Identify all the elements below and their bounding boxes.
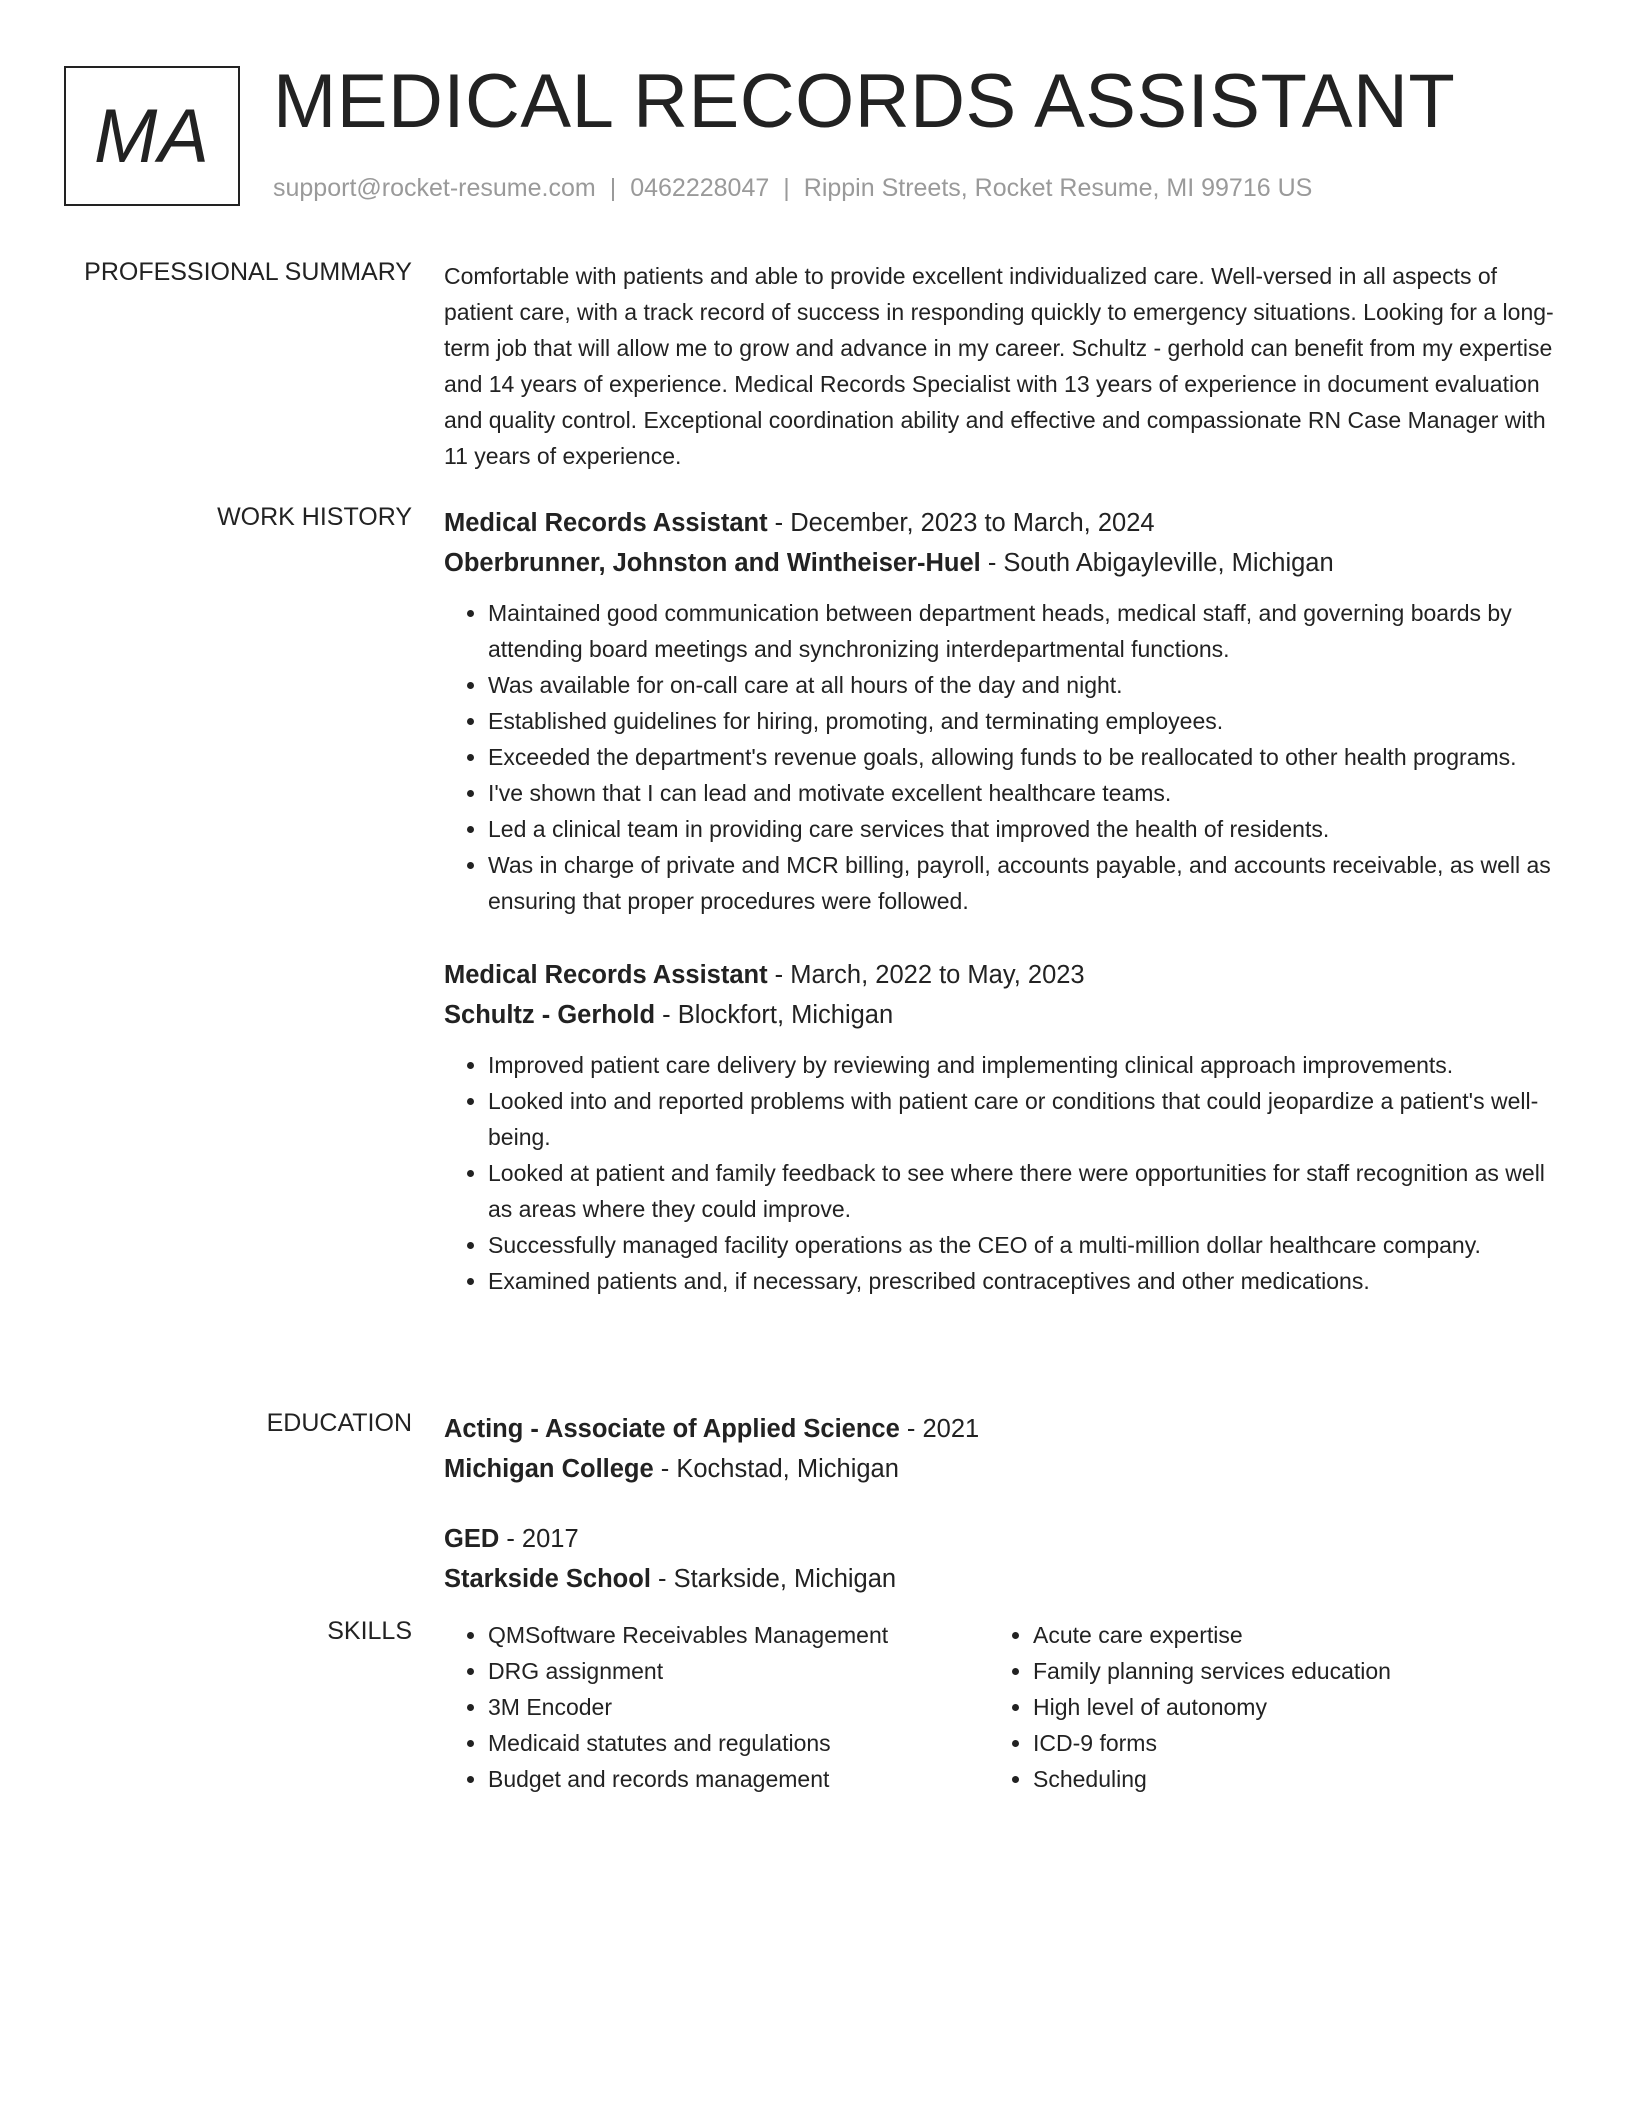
summary-text: Comfortable with patients and able to provide excellent individualized care. Well-versed in all aspects of patient care, with a track record of success in responding quickly to emergency situations. Looking for a long-term job that will allow me to grow and advance in my career. Schultz - gerhold can benefit from my expertise and 14 years of experience. Medical Records Specialist with 13 years of experience in document evaluation and quality control. Exceptional coordination ability and effective and compassionate RN Case Manager with 11 years of experience. xyxy=(444,263,1554,469)
job-dates: - March, 2022 to May, 2023 xyxy=(767,961,1085,989)
job-company-line xyxy=(444,995,1556,1035)
education-entry xyxy=(444,1519,1556,1599)
job-entry xyxy=(444,503,1556,919)
school-name: Michigan College xyxy=(444,1455,654,1483)
skill-item: • Scheduling xyxy=(1033,1761,1534,1797)
job-bullets xyxy=(444,595,1556,919)
skill-item: • QMSoftware Receivables Management xyxy=(488,1617,989,1653)
job-title-line xyxy=(444,955,1556,995)
contact-address: Rippin Streets, Rocket Resume, MI 99716 US xyxy=(803,174,1313,202)
contact-line xyxy=(273,174,1312,203)
skills-column-left xyxy=(444,1617,989,1797)
list-item: • Maintained good communication between department heads, medical staff, and governing boards by attending board meetings and synchronizing interdepartmental functions. xyxy=(488,595,1556,667)
job-company: Oberbrunner, Johnston and Wintheiser-Huel xyxy=(444,549,981,577)
skills-heading: SKILLS xyxy=(327,1617,412,1645)
list-item: • Examined patients and, if necessary, prescribed contraceptives and other medications. xyxy=(488,1263,1556,1299)
list-item: • Was in charge of private and MCR billing, payroll, accounts payable, and accounts receivable, as well as ensuring that proper procedures were followed. xyxy=(488,847,1556,919)
education-heading: EDUCATION xyxy=(266,1409,412,1437)
job-title-line xyxy=(444,503,1556,543)
contact-phone[interactable]: 0462228047 xyxy=(630,174,770,202)
resume-title: MEDICAL RECORDS ASSISTANT xyxy=(273,59,1456,144)
skill-item: • Acute care expertise xyxy=(1033,1617,1534,1653)
skill-item: • DRG assignment xyxy=(488,1653,989,1689)
skills-list xyxy=(989,1617,1534,1797)
skill-item: • Budget and records management xyxy=(488,1761,989,1797)
job-company: Schultz - Gerhold xyxy=(444,1001,656,1029)
contact-separator: | xyxy=(783,174,790,202)
job-location: - Blockfort, Michigan xyxy=(655,1001,894,1029)
degree-line xyxy=(444,1519,1556,1559)
degree-year: - 2017 xyxy=(499,1525,579,1553)
summary-heading: PROFESSIONAL SUMMARY xyxy=(84,258,412,286)
work-history-heading: WORK HISTORY xyxy=(217,503,412,531)
monogram-initials: MA xyxy=(94,93,210,179)
list-item: • Established guidelines for hiring, promoting, and terminating employees. xyxy=(488,703,1556,739)
skills-columns xyxy=(444,1617,1556,1797)
job-title: Medical Records Assistant xyxy=(444,509,768,537)
skill-item: • Family planning services education xyxy=(1033,1653,1534,1689)
list-item: • Exceeded the department's revenue goals, allowing funds to be reallocated to other health programs. xyxy=(488,739,1556,775)
monogram-badge xyxy=(64,66,240,206)
job-entry xyxy=(444,955,1556,1299)
school-line xyxy=(444,1559,1556,1599)
skill-item: • Medicaid statutes and regulations xyxy=(488,1725,989,1761)
skill-item: • High level of autonomy xyxy=(1033,1689,1534,1725)
skills-column-right xyxy=(989,1617,1534,1797)
school-line xyxy=(444,1449,1556,1489)
school-location: - Starkside, Michigan xyxy=(650,1565,897,1593)
education-entry xyxy=(444,1409,1556,1489)
school-location: - Kochstad, Michigan xyxy=(653,1455,899,1483)
skills-list xyxy=(444,1617,989,1797)
job-company-line xyxy=(444,543,1556,583)
list-item: • Successfully managed facility operations as the CEO of a multi-million dollar healthcare company. xyxy=(488,1227,1556,1263)
contact-email[interactable]: support@rocket-resume.com xyxy=(273,174,596,202)
list-item: • Led a clinical team in providing care services that improved the health of residents. xyxy=(488,811,1556,847)
job-bullets xyxy=(444,1047,1556,1299)
list-item: • Looked into and reported problems with patient care or conditions that could jeopardize a patient's well-being. xyxy=(488,1083,1556,1155)
degree-name: GED xyxy=(444,1525,500,1553)
job-title: Medical Records Assistant xyxy=(444,961,768,989)
skill-item: • 3M Encoder xyxy=(488,1689,989,1725)
degree-name: Acting - Associate of Applied Science xyxy=(444,1415,900,1443)
skill-item: • ICD-9 forms xyxy=(1033,1725,1534,1761)
contact-separator: | xyxy=(609,174,617,202)
list-item: • I've shown that I can lead and motivate excellent healthcare teams. xyxy=(488,775,1556,811)
job-dates: - December, 2023 to March, 2024 xyxy=(767,509,1155,537)
list-item: • Looked at patient and family feedback to see where there were opportunities for staff recognition as well as areas where they could improve. xyxy=(488,1155,1556,1227)
list-item: • Was available for on-call care at all hours of the day and night. xyxy=(488,667,1556,703)
job-location: - South Abigayleville, Michigan xyxy=(980,549,1334,577)
school-name: Starkside School xyxy=(444,1565,651,1593)
degree-line xyxy=(444,1409,1556,1449)
list-item: • Improved patient care delivery by reviewing and implementing clinical approach improvements. xyxy=(488,1047,1556,1083)
degree-year: - 2021 xyxy=(899,1415,980,1443)
